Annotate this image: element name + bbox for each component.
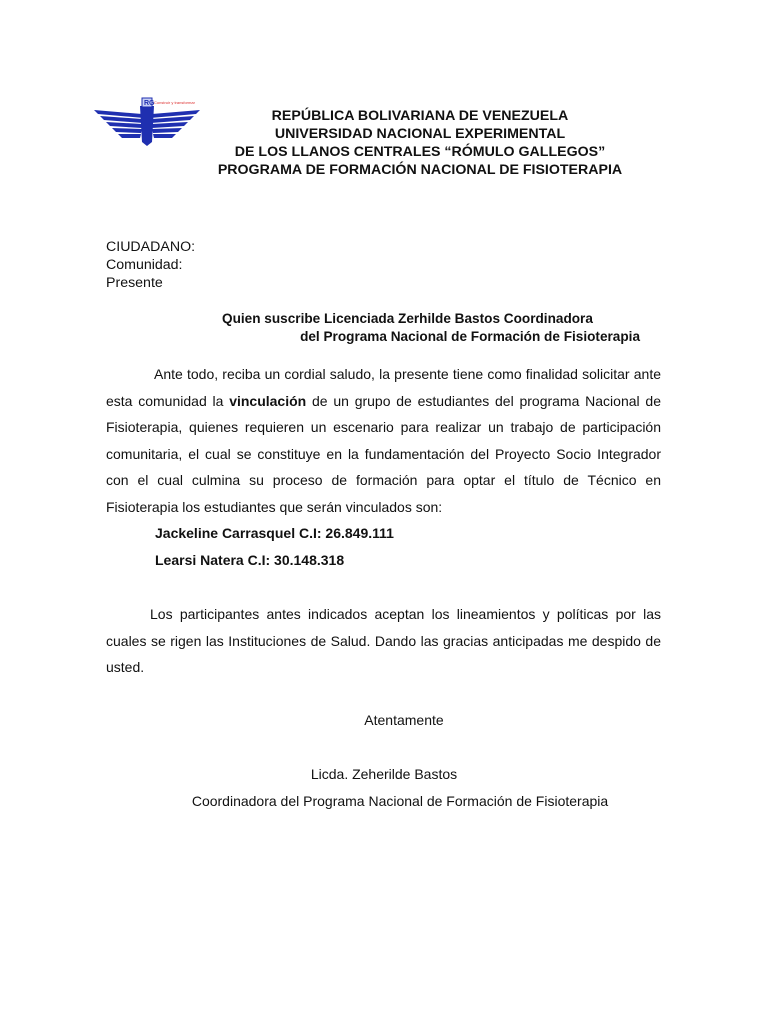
body-paragraph-1 (106, 361, 661, 520)
header-line-4: PROGRAMA DE FORMACIÓN NACIONAL DE FISIOTERAPIA (217, 162, 623, 178)
subject-block (150, 310, 640, 346)
signer-title: Coordinadora del Programa Nacional de Formación de Fisioterapia (191, 793, 609, 809)
body-paragraph-2 (106, 601, 661, 681)
svg-text:Construir y transformar: Construir y transformar (154, 100, 195, 105)
header-line-2: UNIVERSIDAD NACIONAL EXPERIMENTAL (274, 126, 566, 142)
student-1: Jackeline Carrasquel C.I: 26.849.111 (155, 525, 394, 541)
p1-bold-term: vinculación (229, 392, 307, 409)
subject-line-2: del Programa Nacional de Formación de Fisioterapia (300, 329, 640, 344)
closing-salutation: Atentamente (364, 712, 444, 728)
letterhead (150, 107, 690, 179)
recipient-line-2: Comunidad: (106, 257, 183, 273)
recipient-block (106, 238, 195, 292)
subject-line-1: Quien suscribe Licenciada Zerhilde Bastos Coordinadora (222, 311, 593, 326)
student-2: Learsi Natera C.I: 30.148.318 (155, 552, 345, 568)
recipient-line-3: Presente (106, 275, 163, 291)
p1-text-before: Ante todo, reciba un cordial saludo, la presente tiene como finalidad solicitar ante esta comunidad la (106, 366, 661, 409)
header-line-3: DE LOS LLANOS CENTRALES “RÓMULO GALLEGOS” (234, 144, 606, 160)
p2-text: Los participantes antes indicados aceptan los lineamientos y políticas por las cuales se rigen las Instituciones de Salud. Dando las gracias anticipadas me despido de usted. (106, 606, 661, 675)
p1-text-after: de un grupo de estudiantes del programa Nacional de Fisioterapia, quienes requieren un escenario para realizar un trabajo de participación comunitaria, el cual se constituye en la fundamentación del Proyecto Socio Integrador con el cual culmina su proceso de formación para optar el título de Técnico en Fisioterapia los estudiantes que serán vinculados son: (106, 392, 661, 515)
header-line-1: REPÚBLICA BOLIVARIANA DE VENEZUELA (271, 108, 569, 124)
signer-name: Licda. Zeherilde Bastos (310, 766, 458, 782)
svg-text:RG: RG (144, 100, 155, 107)
recipient-line-1: CIUDADANO: (106, 239, 196, 255)
